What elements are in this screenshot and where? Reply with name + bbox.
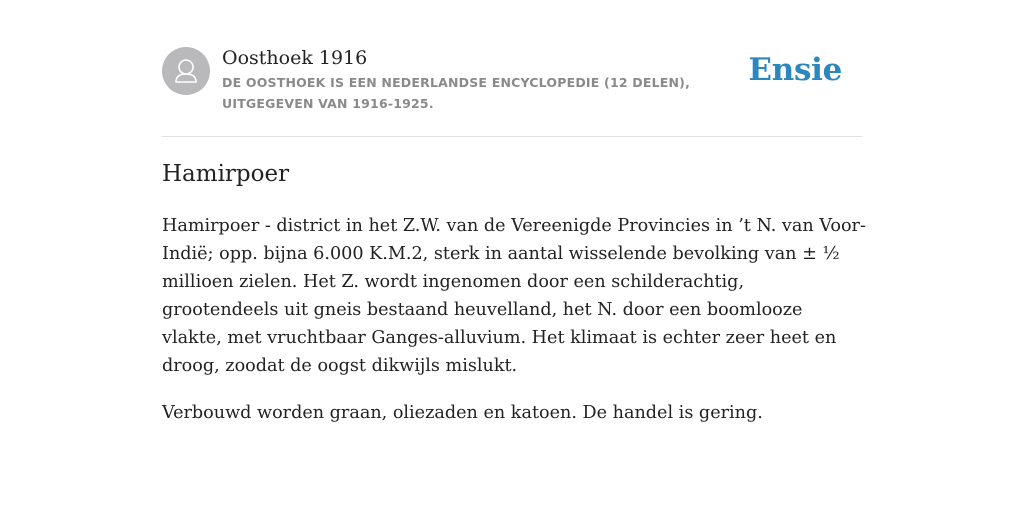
ensie-logo[interactable]: Ensie	[748, 52, 842, 88]
article-title: Hamirpoer	[162, 161, 290, 187]
article-paragraph: Verbouwd worden graan, oliezaden en katoen. De handel is gering.	[162, 403, 763, 423]
source-header	[162, 44, 862, 137]
article-paragraph: Hamirpoer - district in het Z.W. van de Vereenigde Provincies in ’t N. van Voor-Indië; opp. bijna 6.000 K.M.2, sterk in aantal wisselende bevolking van ± ½ millioen zielen. Het Z. wordt ingenomen door een schilderachtig, grootendeels uit gneis bestaand heuvelland, het N. door een boomlooze vlakte, met vruchtbaar Ganges-alluvium. Het klimaat is echter zeer heet en droog, zoodat de oogst dikwijls mislukt.	[162, 216, 866, 376]
user-icon	[162, 47, 210, 95]
source-description: DE OOSTHOEK IS EEN NEDERLANDSE ENCYCLOPEDIE (12 DELEN), UITGEGEVEN VAN 1916-1925.	[222, 75, 691, 111]
source-title[interactable]: Oosthoek 1916	[222, 47, 368, 69]
article-body	[162, 212, 866, 446]
